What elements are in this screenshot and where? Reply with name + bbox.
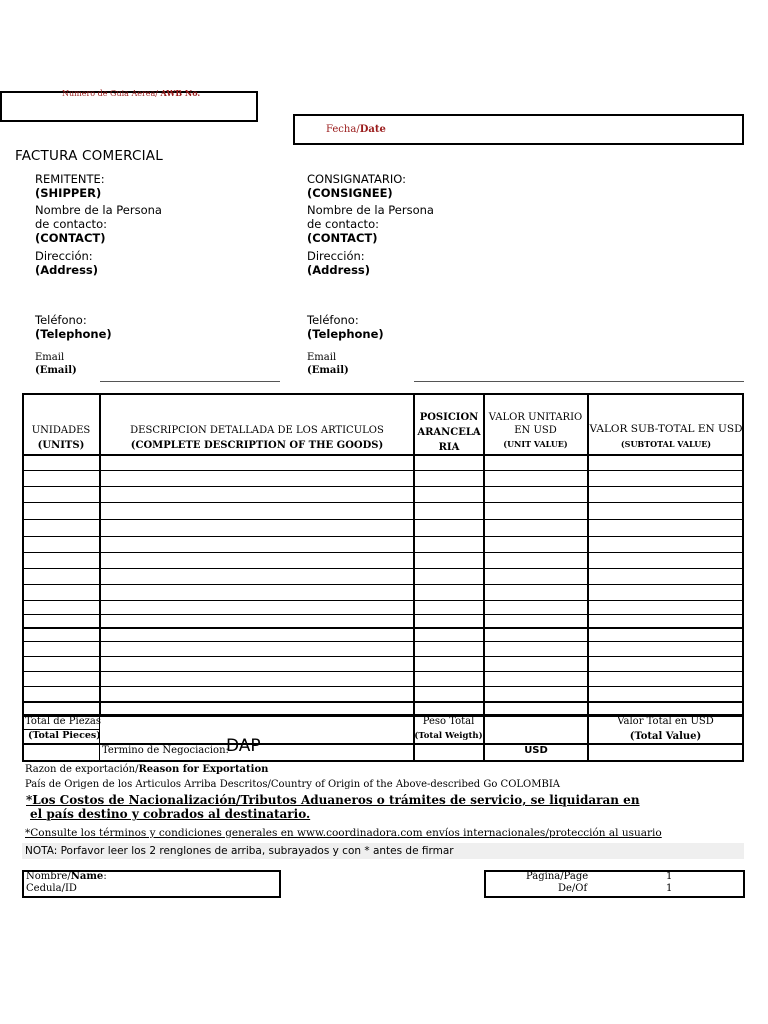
page-value: 1 <box>666 871 673 882</box>
awb-label-es: Numero de Guia Aerea/ <box>62 89 161 98</box>
unit-value-header <box>484 410 587 452</box>
sign-note: NOTA: Porfavor leer los 2 renglones de arriba, subrayados y con * antes de firmar <box>25 845 454 857</box>
total-value-field[interactable] <box>589 745 741 759</box>
row-line <box>22 470 744 471</box>
total-value-label-en: (Total Value) <box>629 731 702 742</box>
row-line <box>22 701 744 703</box>
shipper-phone <box>35 313 112 341</box>
row-line <box>22 568 744 569</box>
unit-value-header-2: EN USD <box>514 425 557 436</box>
date-label <box>326 124 386 135</box>
subtotal-header-en: (SUBTOTAL VALUE) <box>620 439 712 449</box>
shipper-label: REMITENTE: <box>35 172 105 186</box>
export-reason <box>25 764 268 775</box>
incoterm-value: DAP <box>226 736 261 756</box>
awb-label-en: AWB No. <box>160 88 201 98</box>
shipper-contact-label-en: (CONTACT) <box>35 231 106 245</box>
row-line <box>22 656 744 657</box>
row-line <box>22 600 744 601</box>
consignee-email-label: Email <box>307 352 337 363</box>
col-border-left <box>22 393 24 761</box>
consignee-phone-label: Teléfono: <box>307 313 359 327</box>
name-label-es: Nombre/ <box>26 871 71 882</box>
description-header <box>100 423 414 453</box>
shipper-email-field[interactable] <box>100 381 280 382</box>
row-line <box>22 519 744 520</box>
name-label-colon: : <box>103 871 107 882</box>
shipper-address-label-en: (Address) <box>35 263 99 277</box>
units-header <box>23 423 99 453</box>
table-top-border <box>22 393 744 395</box>
total-pieces-label: Total de Piezas <box>25 716 101 727</box>
row-line <box>22 486 744 487</box>
col-border-unit-value <box>587 393 589 761</box>
consignee-contact-label: Nombre de la Persona <box>307 203 434 217</box>
country-of-origin-value: COLOMBIA <box>500 779 560 790</box>
description-header-es: DESCRIPCION DETALLADA DE LOS ARTICULOS <box>130 425 384 436</box>
row-line <box>22 671 744 672</box>
subtotal-header <box>588 422 744 452</box>
consignee-contact-label-en: (CONTACT) <box>307 231 378 245</box>
row-line <box>22 686 744 687</box>
consignee-phone <box>307 313 384 341</box>
currency-label: USD <box>524 745 548 756</box>
date-box[interactable] <box>293 114 744 145</box>
shipper-email-label: Email <box>35 352 65 363</box>
row-line <box>22 552 744 553</box>
name-label-en: Name <box>70 871 104 882</box>
tariff-header-1: POSICION <box>419 412 479 423</box>
tariff-header-2: ARANCELA <box>417 427 481 438</box>
consignee-label: CONSIGNATARIO: <box>307 172 406 186</box>
units-header-es: UNIDADES <box>31 425 91 436</box>
row-line <box>22 641 744 642</box>
date-label-es: Fecha/ <box>326 124 360 135</box>
col-border-tariff <box>483 393 485 761</box>
consignee-address-label: Dirección: <box>307 249 365 263</box>
total-weight-label: Peso Total <box>422 716 475 727</box>
page-label: Página/Page <box>526 871 589 882</box>
shipper-phone-label: Teléfono: <box>35 313 87 327</box>
country-of-origin-label: País de Origen de los Articulos Arriba Descritos/Country of Origin of the Above-described Go <box>25 779 498 790</box>
of-value: 1 <box>666 883 673 894</box>
row-line <box>22 627 744 629</box>
awb-number-box[interactable] <box>0 88 258 122</box>
country-of-origin <box>25 779 560 790</box>
unit-value-header-1: VALOR UNITARIO <box>488 412 583 423</box>
name-label <box>26 871 107 882</box>
id-label: Cedula/ID <box>26 883 77 894</box>
total-weight-label-en: (Total Weigth) <box>414 731 483 741</box>
page-title: FACTURA COMERCIAL <box>15 148 163 164</box>
consignee-email-label-en: (Email) <box>307 365 349 376</box>
consignee-contact-label-2: de contacto: <box>307 217 379 231</box>
consignee-email <box>307 352 349 376</box>
consignee-email-field[interactable] <box>414 381 744 382</box>
total-weight-field[interactable] <box>485 716 586 743</box>
col-border-description <box>413 393 415 761</box>
subtotal-header-es: VALOR SUB-TOTAL EN USD <box>589 423 743 435</box>
terms-notice: *Consulte los términos y condiciones generales en www.coordinadora.com envíos internacionales/protección al usuario <box>25 827 662 839</box>
awb-label <box>62 88 200 98</box>
unit-value-header-en: (UNIT VALUE) <box>503 439 568 449</box>
shipper-label-en: (SHIPPER) <box>35 186 102 200</box>
shipper-email <box>35 352 77 376</box>
units-header-en: (UNITS) <box>37 440 85 451</box>
row-line <box>22 536 744 537</box>
shipper-email-label-en: (Email) <box>35 365 77 376</box>
shipper-address-label: Dirección: <box>35 249 93 263</box>
shipper-section <box>35 172 285 277</box>
consignee-address-label-en: (Address) <box>307 263 371 277</box>
consignee-label-en: (CONSIGNEE) <box>307 186 393 200</box>
table-header-bottom <box>22 454 744 456</box>
shipper-contact-label: Nombre de la Persona <box>35 203 162 217</box>
row-line <box>22 614 744 615</box>
costs-notice-line-2: el país destino y cobrados al destinatario. <box>30 807 311 821</box>
date-label-en: Date <box>359 124 386 135</box>
col-border-right <box>742 393 744 761</box>
incoterm-label: Termino de Negociacion: <box>102 745 229 756</box>
totals-bottom-border <box>22 760 744 762</box>
export-reason-label: Razon de exportación/ <box>25 764 139 775</box>
tariff-header <box>415 410 483 455</box>
col-border-units <box>99 393 101 715</box>
total-value-label: Valor Total en USD <box>617 716 714 727</box>
signature-box[interactable] <box>22 870 281 898</box>
page-number-box <box>484 870 745 898</box>
consignee-phone-label-en: (Telephone) <box>307 327 384 341</box>
total-pieces-label-en: (Total Pieces) <box>28 730 101 741</box>
shipper-phone-label-en: (Telephone) <box>35 327 112 341</box>
consignee-section <box>307 172 557 277</box>
export-reason-label-en: Reason for Exportation <box>138 764 269 775</box>
of-label: De/Of <box>558 883 588 894</box>
costs-notice-line-1: *Los Costos de Nacionalización/Tributos Aduaneros o trámites de servicio, se liquidaran en <box>26 793 640 807</box>
description-header-en: (COMPLETE DESCRIPTION OF THE GOODS) <box>130 440 384 451</box>
shipper-contact-label-2: de contacto: <box>35 217 107 231</box>
row-line <box>22 502 744 503</box>
tariff-header-3: RIA <box>438 442 460 453</box>
row-line <box>22 584 744 585</box>
